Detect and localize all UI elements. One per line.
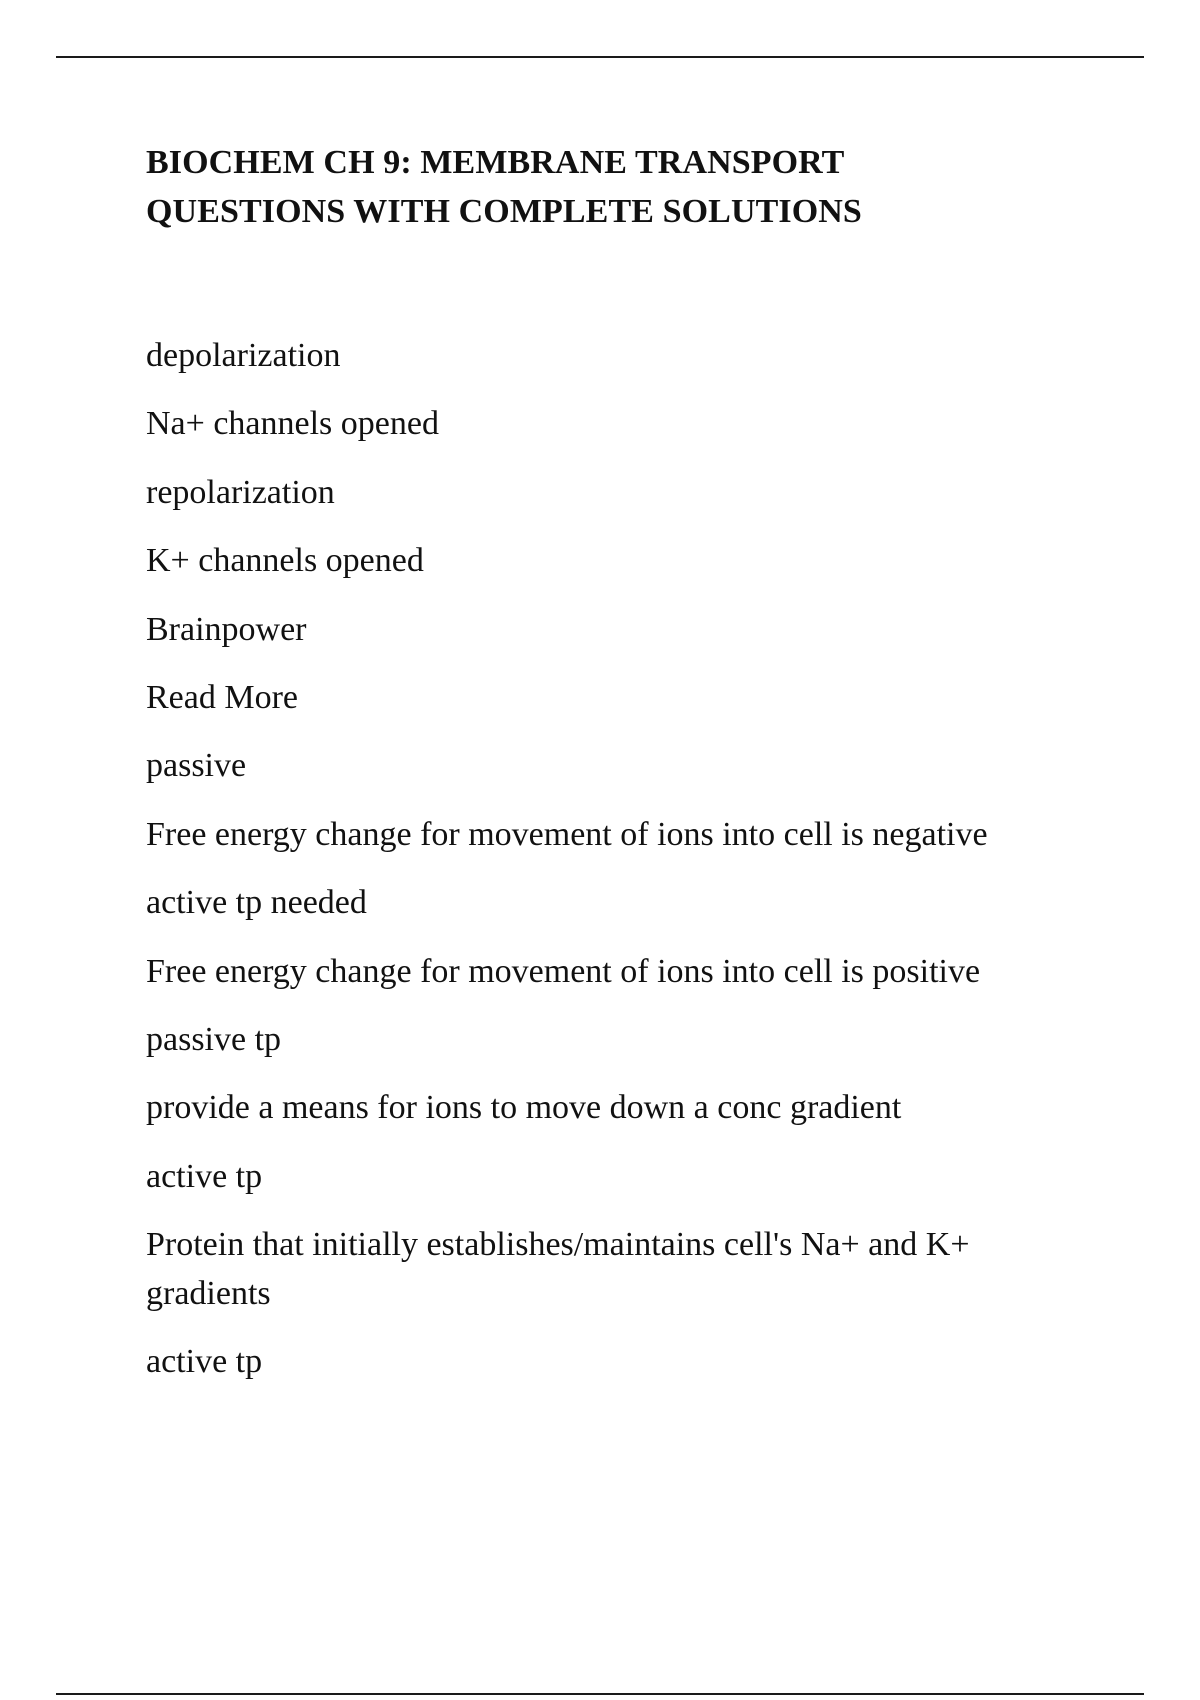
brainpower-label: Brainpower	[146, 610, 307, 648]
qa-definition: Protein that initially establishes/maintains cell's Na+ and K+ gradients	[146, 1226, 970, 1313]
read-more-link[interactable]: Read More	[146, 678, 299, 716]
qa-term: passive	[146, 747, 247, 785]
qa-term: depolarization	[146, 337, 341, 374]
qa-list	[146, 331, 1066, 1386]
qa-term: passive tp	[146, 1020, 282, 1058]
title-line-2: QUESTIONS WITH COMPLETE SOLUTIONS	[146, 193, 862, 230]
qa-definition: provide a means for ions to move down a conc gradient	[146, 1089, 902, 1127]
qa-definition: Free energy change for movement of ions into cell is negative	[146, 815, 988, 853]
qa-term: repolarization	[146, 473, 335, 511]
title-line-1: BIOCHEM CH 9: MEMBRANE TRANSPORT	[146, 144, 845, 181]
qa-term: active tp	[146, 1157, 263, 1195]
qa-definition: K+ channels opened	[146, 542, 424, 580]
qa-term: active tp	[146, 1343, 263, 1381]
bottom-divider	[56, 1693, 1144, 1695]
qa-definition: Free energy change for movement of ions into cell is positive	[146, 952, 981, 990]
document-body	[146, 138, 1066, 1406]
qa-definition: Na+ channels opened	[146, 405, 439, 443]
qa-term: active tp needed	[146, 884, 367, 922]
top-divider	[56, 56, 1144, 58]
document-title	[146, 138, 1066, 236]
